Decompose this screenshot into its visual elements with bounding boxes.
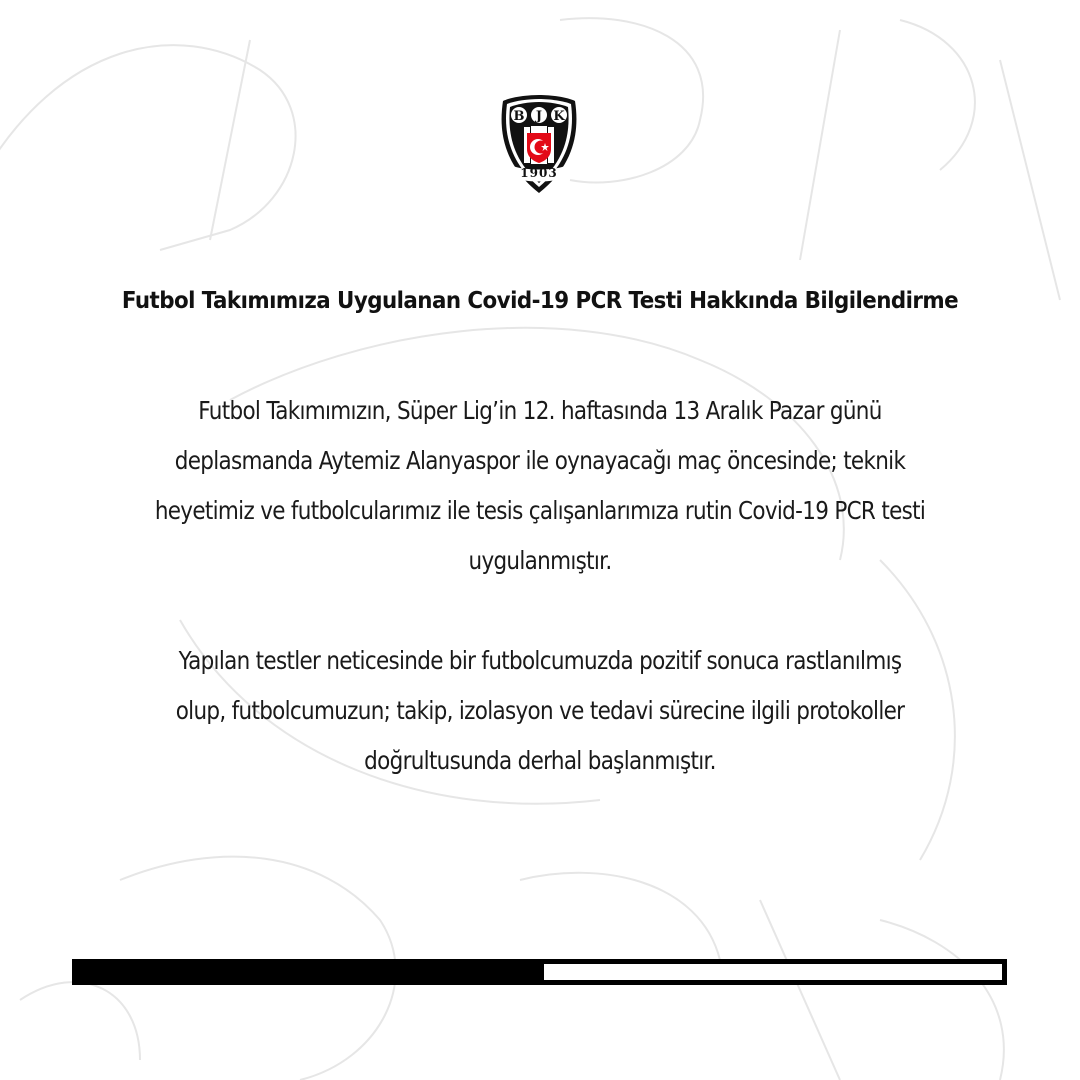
- crest-year: 1903: [520, 166, 558, 180]
- paragraph-line: uygulanmıştır.: [468, 546, 612, 575]
- paragraph-2: [60, 636, 1020, 786]
- paragraph-line: Futbol Takımımızın, Süper Lig’in 12. haftasında 13 Aralık Pazar günü: [198, 396, 882, 425]
- paragraph-line: doğrultusunda derhal başlanmıştır.: [364, 746, 716, 775]
- paragraph-line: Yapılan testler neticesinde bir futbolcumuzda pozitif sonuca rastlanılmış: [178, 646, 902, 675]
- progress-bar: [72, 959, 1007, 985]
- paragraph-line: deplasmanda Aytemiz Alanyaspor ile oynayacağı maç öncesinde; teknik: [174, 446, 906, 475]
- paragraph-line: olup, futbolcumuzun; takip, izolasyon ve tedavi sürecine ilgili protokoller: [175, 696, 905, 725]
- paragraph-1: [60, 386, 1020, 586]
- progress-bar-fill: [77, 964, 544, 980]
- club-crest-logo: [499, 93, 579, 195]
- crest-letter-b: B: [513, 109, 525, 124]
- crest-letter-j: J: [535, 109, 543, 124]
- announcement-title: Futbol Takımımıza Uygulanan Covid-19 PCR Testi Hakkında Bilgilendirme: [121, 288, 959, 314]
- paragraph-line: heyetimiz ve futbolcularımız ile tesis çalışanlarımıza rutin Covid-19 PCR testi: [154, 496, 926, 525]
- crest-letter-k: K: [553, 109, 565, 124]
